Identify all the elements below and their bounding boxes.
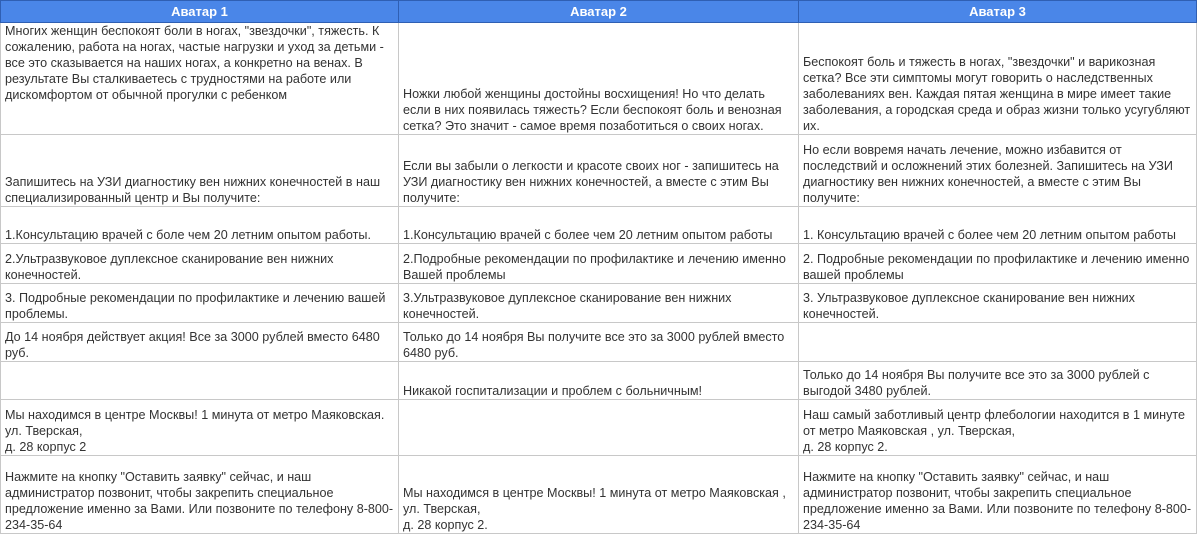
cell[interactable]: 3. Подробные рекомендации по профилактике и лечению вашей проблемы.	[1, 284, 399, 323]
cell[interactable]: Но если вовремя начать лечение, можно избавится от последствий и осложнений этих болезней. Запишитесь на УЗИ диагностику вен нижних конечностей, а вместе с этим Вы получите:	[799, 135, 1197, 207]
cell[interactable]: Только до 14 ноября Вы получите все это за 3000 рублей вместо 6480 руб.	[399, 323, 799, 362]
cell[interactable]: Только до 14 ноября Вы получите все это за 3000 рублей с выгодой 3480 рублей.	[799, 362, 1197, 400]
table-row	[1, 244, 1197, 284]
table-row	[1, 135, 1197, 207]
cell[interactable]: Если вы забыли о легкости и красоте своих ног - запишитесь на УЗИ диагностику вен нижних конечностей, а вместе с этим Вы получите:	[399, 135, 799, 207]
cell[interactable]: 2.Ультразвуковое дуплексное сканирование вен нижних конечностей.	[1, 244, 399, 284]
cell[interactable]: Многих женщин беспокоят боли в ногах, "звездочки", тяжесть. К сожалению, работа на ногах, частые нагрузки и уход за детьми - все это сказывается на наших ногах, а конкретно на венах. В результате Вы сталкиваетесь с трудностями на работе или дискомфортом от обычной прогулки с ребенком	[1, 23, 399, 135]
table-row	[1, 323, 1197, 362]
table-row	[1, 207, 1197, 244]
cell[interactable]	[1, 362, 399, 400]
table-row	[1, 456, 1197, 534]
cell[interactable]: До 14 ноября действует акция! Все за 3000 рублей вместо 6480 руб.	[1, 323, 399, 362]
cell[interactable]: Ножки любой женщины достойны восхищения! Но что делать если в них появилась тяжесть? Если беспокоят боль и венозная сетка? Это значит - самое время позаботиться о своих ногах.	[399, 23, 799, 135]
table-row	[1, 23, 1197, 135]
cell[interactable]: 1.Консультацию врачей с более чем 20 летним опытом работы	[399, 207, 799, 244]
cell[interactable]: 1.Консультацию врачей с боле чем 20 летним опытом работы.	[1, 207, 399, 244]
cell[interactable]: 3.Ультразвуковое дуплексное сканирование вен нижних конечностей.	[399, 284, 799, 323]
cell[interactable]: Нажмите на кнопку "Оставить заявку" сейчас, и наш администратор позвонит, чтобы закрепить специальное предложение именно за Вами. Или позвоните по телефону 8-800-234-35-64	[1, 456, 399, 534]
cell[interactable]: 1. Консультацию врачей с более чем 20 летним опытом работы	[799, 207, 1197, 244]
cell[interactable]: Беспокоят боль и тяжесть в ногах, "звездочки" и варикозная сетка? Все эти симптомы могут говорить о наследственных заболеваниях вен. Каждая пятая женщина в мире имеет такие заболевания, а городская среда и образ жизни только усугубляют их.	[799, 23, 1197, 135]
cell[interactable]: Наш самый заботливый центр флебологии находится в 1 минуте от метро Маяковская , ул. Тверская, д. 28 корпус 2.	[799, 400, 1197, 456]
cell[interactable]: Мы находимся в центре Москвы! 1 минута от метро Маяковская , ул. Тверская, д. 28 корпус 2.	[399, 456, 799, 534]
table-row	[1, 284, 1197, 323]
cell[interactable]	[799, 323, 1197, 362]
cell[interactable]: 2. Подробные рекомендации по профилактике и лечению именно вашей проблемы	[799, 244, 1197, 284]
table-row	[1, 362, 1197, 400]
header-avatar-2[interactable]: Аватар 2	[399, 1, 799, 23]
cell[interactable]: Никакой госпитализации и проблем с больничным!	[399, 362, 799, 400]
cell[interactable]: 2.Подробные рекомендации по профилактике и лечению именно Вашей проблемы	[399, 244, 799, 284]
cell[interactable]: Мы находимся в центре Москвы! 1 минута от метро Маяковская. ул. Тверская, д. 28 корпус 2	[1, 400, 399, 456]
header-avatar-3[interactable]: Аватар 3	[799, 1, 1197, 23]
cell[interactable]: Запишитесь на УЗИ диагностику вен нижних конечностей в наш специализированный центр и Вы получите:	[1, 135, 399, 207]
header-row	[1, 1, 1197, 23]
cell[interactable]	[399, 400, 799, 456]
cell[interactable]: 3. Ультразвуковое дуплексное сканирование вен нижних конечностей.	[799, 284, 1197, 323]
table-row	[1, 400, 1197, 456]
cell[interactable]: Нажмите на кнопку "Оставить заявку" сейчас, и наш администратор позвонит, чтобы закрепить специальное предложение именно за Вами. Или позвоните по телефону 8-800-234-35-64	[799, 456, 1197, 534]
header-avatar-1[interactable]: Аватар 1	[1, 1, 399, 23]
